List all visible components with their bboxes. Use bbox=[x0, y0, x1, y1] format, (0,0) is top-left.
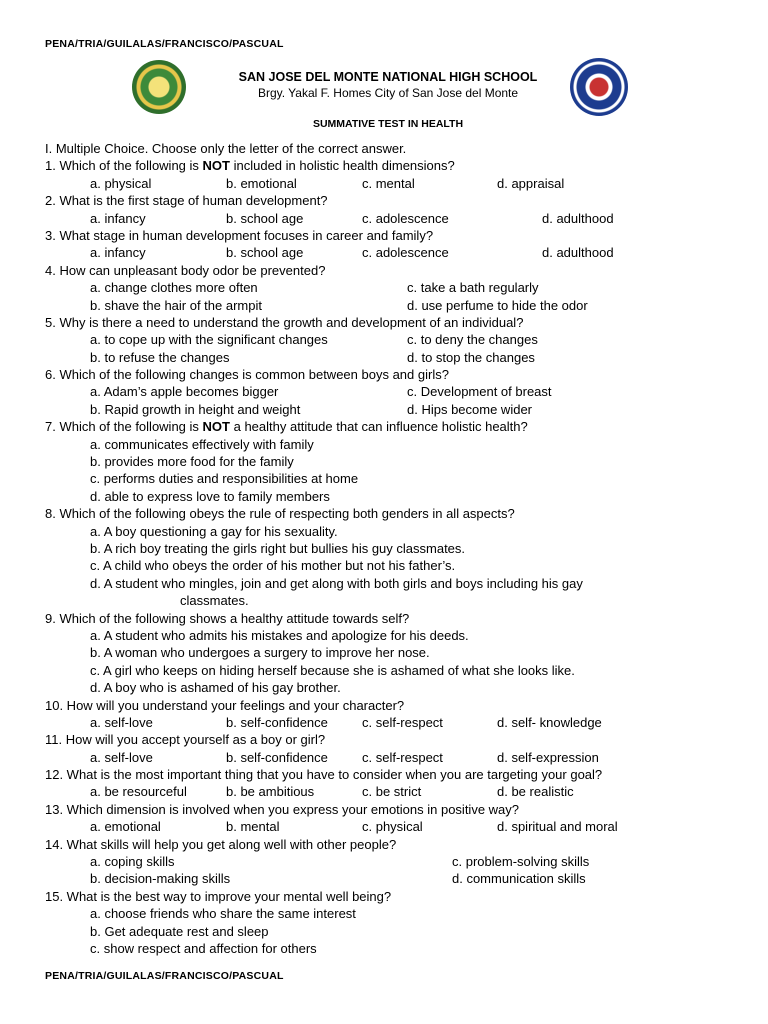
options-row bbox=[45, 297, 745, 314]
answer-option: b. Rapid growth in height and weight bbox=[90, 401, 301, 417]
answer-option: c. Development of breast bbox=[407, 384, 552, 400]
question-9 bbox=[45, 610, 745, 627]
options-row bbox=[45, 331, 745, 348]
answer-option: a. self-love bbox=[90, 749, 153, 765]
answer-option: d. be realistic bbox=[497, 784, 574, 800]
answer-option: a. infancy bbox=[90, 210, 146, 226]
options-row bbox=[45, 175, 745, 192]
answer-option: a. A boy questioning a gay for his sexuality. bbox=[90, 523, 338, 539]
answer-option: a. physical bbox=[90, 175, 152, 191]
answer-option: d. communication skills bbox=[452, 871, 586, 887]
question-text: included in holistic health dimensions? bbox=[229, 158, 455, 174]
question-text: a healthy attitude that can influence holistic health? bbox=[229, 419, 528, 435]
answer-option: b. be ambitious bbox=[226, 784, 315, 800]
answer-option: d. A boy who is ashamed of his gay brother. bbox=[90, 680, 341, 696]
answer-continuation: classmates. bbox=[180, 593, 249, 609]
question-text: 10. How will you understand your feelings and your character? bbox=[45, 697, 405, 713]
answer-option: b. self-confidence bbox=[226, 714, 328, 730]
options-row bbox=[45, 870, 745, 887]
question-1 bbox=[45, 157, 745, 174]
question-text: 6. Which of the following changes is common between boys and girls? bbox=[45, 367, 449, 383]
answer-option: d. self- knowledge bbox=[497, 714, 602, 730]
options-row bbox=[45, 401, 745, 418]
answer-option: b. to refuse the changes bbox=[90, 349, 230, 365]
answer-option: b. provides more food for the family bbox=[90, 454, 294, 470]
options-row bbox=[45, 210, 745, 227]
answer-option: a. change clothes more often bbox=[90, 280, 258, 296]
school-address: Brgy. Yakal F. Homes City of San Jose del Monte bbox=[257, 86, 519, 100]
question-text: 4. How can unpleasant body odor be prevented? bbox=[45, 262, 326, 278]
options-row bbox=[45, 818, 745, 835]
question-text: 9. Which of the following shows a healthy attitude towards self? bbox=[45, 610, 410, 626]
answer-option: a. infancy bbox=[90, 245, 146, 261]
question-6 bbox=[45, 366, 745, 383]
answer-option: a. emotional bbox=[90, 819, 161, 835]
answer-option: b. self-confidence bbox=[226, 749, 328, 765]
options-row bbox=[45, 783, 745, 800]
answer-option: c. to deny the changes bbox=[407, 332, 538, 348]
options-row bbox=[45, 749, 745, 766]
answer-option: c. be strict bbox=[362, 784, 422, 800]
options-row bbox=[45, 853, 745, 870]
answer-option: c. mental bbox=[362, 175, 415, 191]
answer-option: b. A rich boy treating the girls right but bullies his guy classmates. bbox=[90, 540, 466, 556]
answer-option: b. decision-making skills bbox=[90, 871, 231, 887]
instructions: I. Multiple Choice. Choose only the letter of the correct answer. bbox=[45, 141, 407, 156]
question-text: 15. What is the best way to improve your mental well being? bbox=[45, 888, 392, 904]
question-12 bbox=[45, 766, 745, 783]
answer-option: c. adolescence bbox=[362, 210, 449, 226]
answer-option: c. A child who obeys the order of his mother but not his father’s. bbox=[90, 558, 456, 574]
answer-option: b. Get adequate rest and sleep bbox=[90, 923, 269, 939]
test-content bbox=[45, 140, 745, 957]
answer-option: b. A woman who undergoes a surgery to improve her nose. bbox=[90, 645, 430, 661]
answer-option: c. performs duties and responsibilities at home bbox=[90, 471, 359, 487]
question-7 bbox=[45, 418, 745, 435]
answer-option: c. self-respect bbox=[362, 714, 443, 730]
answer-option: d. adulthood bbox=[542, 245, 614, 261]
options-row bbox=[45, 383, 745, 400]
question-text: 12. What is the most important thing that you have to consider when you are targeting your goal? bbox=[45, 767, 603, 783]
answer-option: d. use perfume to hide the odor bbox=[407, 297, 588, 313]
answer-option: d. to stop the changes bbox=[407, 349, 535, 365]
answer-option: c. adolescence bbox=[362, 245, 449, 261]
answer-option: a. Adam’s apple becomes bigger bbox=[90, 384, 279, 400]
school-name: SAN JOSE DEL MONTE NATIONAL HIGH SCHOOL bbox=[238, 70, 538, 84]
answer-option: d. A student who mingles, join and get along with both girls and boys including his gay bbox=[90, 575, 583, 591]
question-text: 13. Which dimension is involved when you express your emotions in positive way? bbox=[45, 801, 520, 817]
question-text: 7. Which of the following is bbox=[45, 419, 203, 435]
question-14 bbox=[45, 836, 745, 853]
question-text: 5. Why is there a need to understand the growth and development of an individual? bbox=[45, 314, 524, 330]
question-4 bbox=[45, 262, 745, 279]
question-emphasis: NOT bbox=[202, 419, 230, 435]
answer-option: b. emotional bbox=[226, 175, 297, 191]
answer-option: a. be resourceful bbox=[90, 784, 187, 800]
question-15 bbox=[45, 888, 745, 905]
question-5 bbox=[45, 314, 745, 331]
answer-option: b. mental bbox=[226, 819, 280, 835]
question-text: 11. How will you accept yourself as a boy or girl? bbox=[45, 732, 326, 748]
answer-option: a. coping skills bbox=[90, 854, 175, 870]
options-row bbox=[45, 244, 745, 261]
options-row bbox=[45, 279, 745, 296]
answer-option: c. problem-solving skills bbox=[452, 854, 590, 870]
question-11 bbox=[45, 731, 745, 748]
options-row bbox=[45, 349, 745, 366]
answer-option: d. Hips become wider bbox=[407, 401, 532, 417]
footer-authors: PENA/TRIA/GUILALAS/FRANCISCO/PASCUAL bbox=[45, 970, 284, 982]
answer-option: c. take a bath regularly bbox=[407, 280, 539, 296]
question-2 bbox=[45, 192, 745, 209]
answer-option: a. choose friends who share the same interest bbox=[90, 906, 356, 922]
question-3 bbox=[45, 227, 745, 244]
answer-option: c. A girl who keeps on hiding herself because she is ashamed of what she looks like. bbox=[90, 662, 575, 678]
question-text: 3. What stage in human development focuses in career and family? bbox=[45, 227, 434, 243]
answer-option: d. adulthood bbox=[542, 210, 614, 226]
answer-option: a. self-love bbox=[90, 714, 153, 730]
answer-option: c. physical bbox=[362, 819, 423, 835]
question-emphasis: NOT bbox=[202, 158, 230, 174]
question-text: 2. What is the first stage of human development? bbox=[45, 193, 328, 209]
options-row bbox=[45, 714, 745, 731]
answer-option: d. self-expression bbox=[497, 749, 599, 765]
answer-option: b. school age bbox=[226, 210, 304, 226]
question-10 bbox=[45, 697, 745, 714]
answer-option: d. appraisal bbox=[497, 175, 565, 191]
question-text: 8. Which of the following obeys the rule of respecting both genders in all aspects? bbox=[45, 506, 515, 522]
question-text: 1. Which of the following is bbox=[45, 158, 203, 174]
header-authors: PENA/TRIA/GUILALAS/FRANCISCO/PASCUAL bbox=[45, 38, 284, 50]
answer-option: a. A student who admits his mistakes and apologize for his deeds. bbox=[90, 627, 469, 643]
answer-option: a. communicates effectively with family bbox=[90, 436, 314, 452]
question-text: 14. What skills will help you get along well with other people? bbox=[45, 836, 397, 852]
answer-option: a. to cope up with the significant changes bbox=[90, 332, 328, 348]
test-title: SUMMATIVE TEST IN HEALTH bbox=[312, 118, 464, 130]
answer-option: c. show respect and affection for others bbox=[90, 940, 317, 956]
question-list bbox=[45, 157, 745, 957]
answer-option: d. spiritual and moral bbox=[497, 819, 618, 835]
question-8 bbox=[45, 505, 745, 522]
answer-option: b. school age bbox=[226, 245, 304, 261]
answer-option: d. able to express love to family members bbox=[90, 488, 330, 504]
answer-option: c. self-respect bbox=[362, 749, 443, 765]
question-13 bbox=[45, 801, 745, 818]
answer-option: b. shave the hair of the armpit bbox=[90, 297, 262, 313]
